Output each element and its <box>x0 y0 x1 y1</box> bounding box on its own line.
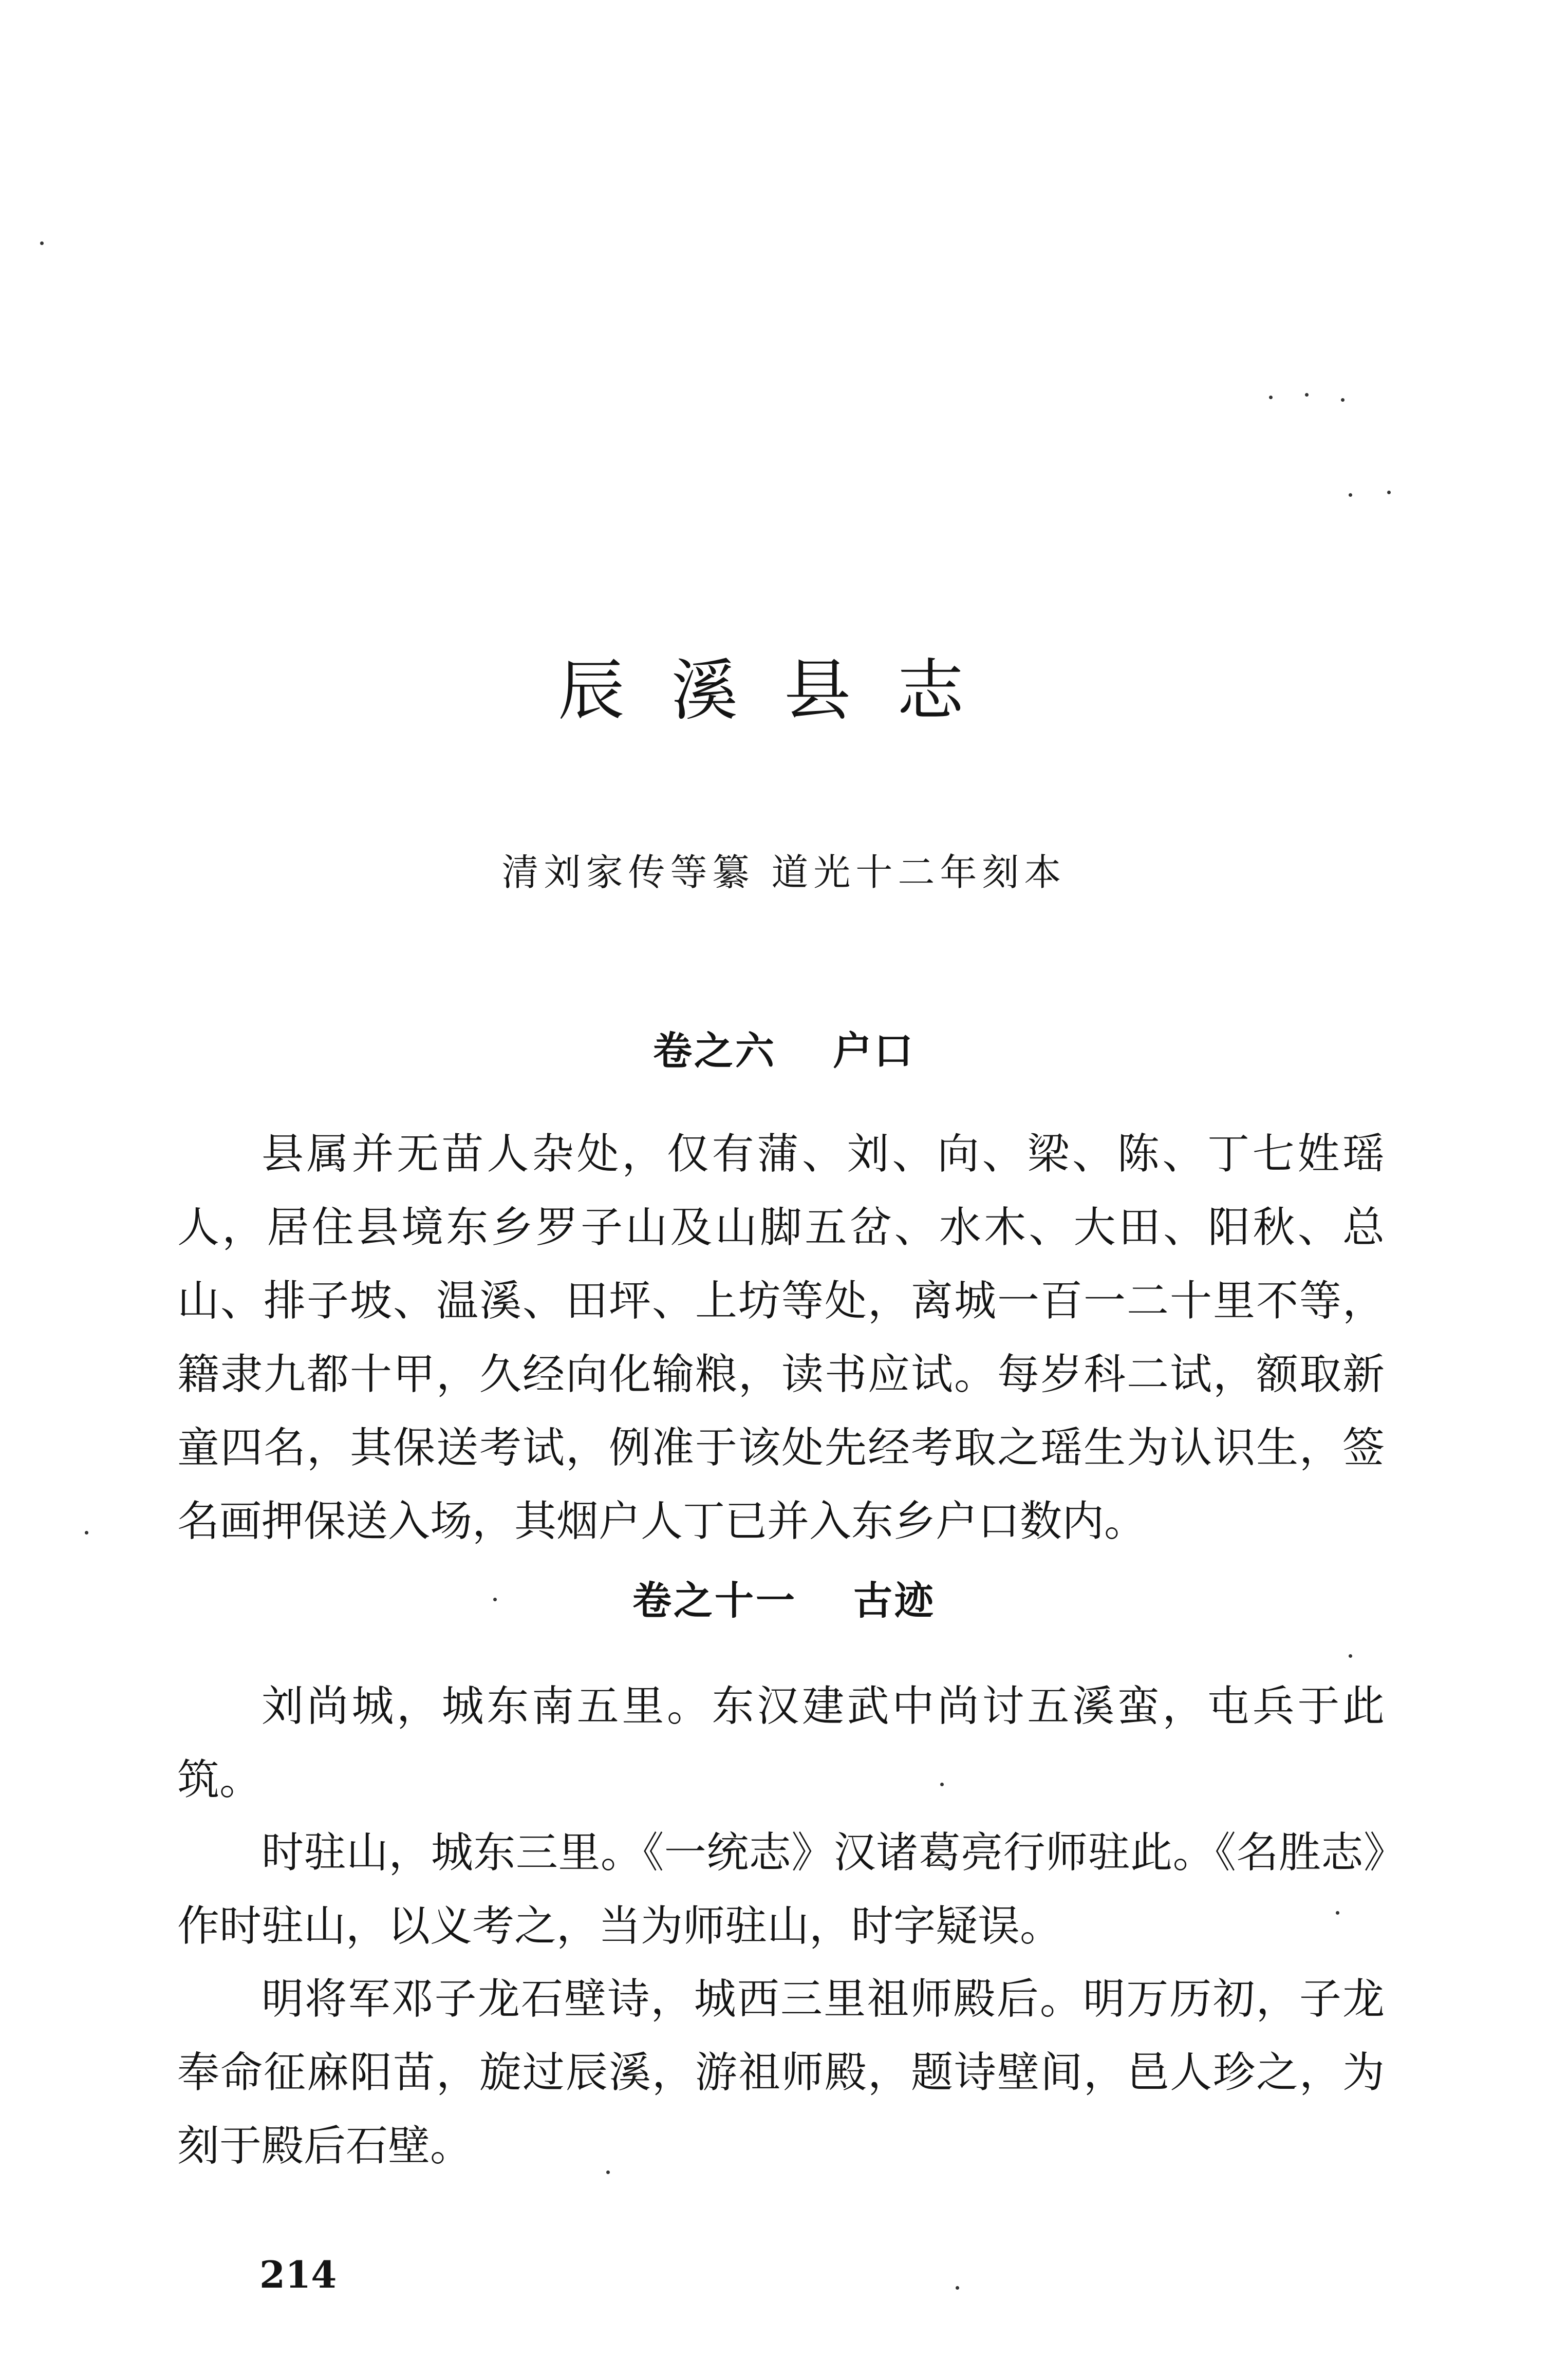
scan-speck <box>1341 398 1345 402</box>
section-heading-guji <box>0 1569 1568 1625</box>
scan-speck <box>956 2286 959 2290</box>
scan-speck <box>85 1531 88 1534</box>
paragraph-deng-zilong-poem: 明将军邓子龙石壁诗，城西三里祖师殿后。明万历初，子龙奉命征麻阳苗，旋过辰溪，游祖师殿，题诗壁间，邑人珍之，为刻于殿后石壁。 <box>177 1975 1385 2170</box>
paragraph-liushang-city: 刘尚城，城东南五里。东汉建武中尚讨五溪蛮，屯兵于此筑。 <box>177 1682 1385 1804</box>
paragraph-hukou: 县属并无苗人杂处，仅有蒲、刘、向、梁、陈、丁七姓瑶人，居住县境东乡罗子山及山脚五岔、水木、大田、阳秋、总山、排子坡、温溪、田坪、上坊等处，离城一百一二十里不等，籍隶九都十甲，久经向化输粮，读书应试。每岁科二试，额取新童四名，其保送考试，例准于该处先经考取之瑶生为认识生，签名画押保送入场，其烟户人丁已并入东乡户口数内。 <box>177 1130 1385 1546</box>
scan-speck <box>493 1598 497 1601</box>
document-title: 辰溪县志 <box>557 651 1010 729</box>
scan-speck <box>606 2170 610 2174</box>
paragraph-shizhu-mountain: 时驻山，城东三里。《一统志》汉诸葛亮行师驻此。《名胜志》作时驻山，以义考之，当为师驻山，时字疑误。 <box>177 1828 1385 1951</box>
scan-speck <box>1349 1654 1352 1658</box>
section-volume-label: 卷之六 <box>653 1028 776 1074</box>
section-volume-label: 卷之十一 <box>632 1578 797 1623</box>
section-topic-label: 户口 <box>833 1028 915 1074</box>
document-subtitle: 清刘家传等纂 道光十二年刻本 <box>501 851 1067 894</box>
scan-speck <box>1305 393 1309 397</box>
scan-speck <box>40 241 44 245</box>
scan-speck <box>1269 396 1273 399</box>
scan-speck <box>1336 1911 1339 1915</box>
section-heading-hukou <box>0 1020 1568 1076</box>
scan-speck <box>1349 493 1352 497</box>
section-topic-label: 古迹 <box>853 1578 936 1623</box>
scan-speck <box>1387 491 1391 494</box>
page-number: 214 <box>259 2253 337 2296</box>
scan-speck <box>940 1783 944 1786</box>
